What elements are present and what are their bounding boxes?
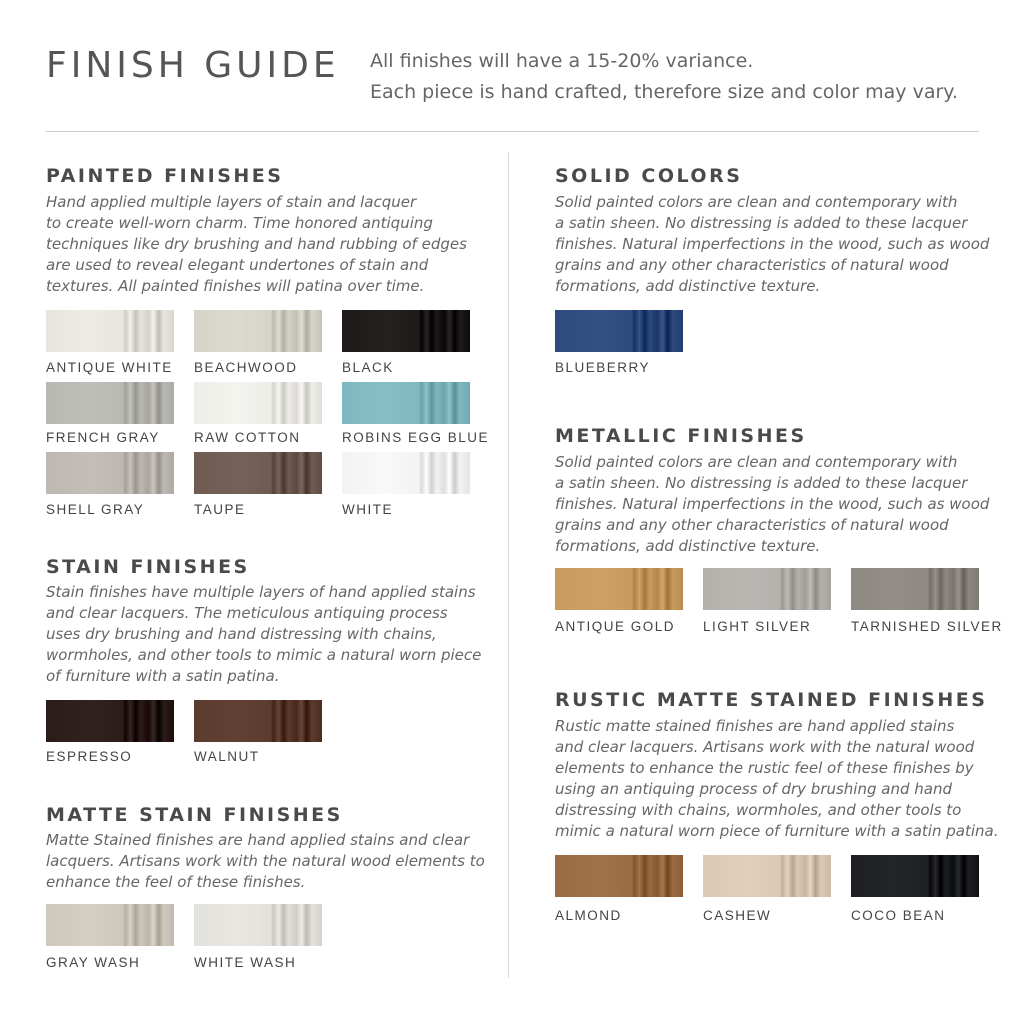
- swatch-label: ANTIQUE WHITE: [46, 360, 173, 375]
- section-description: Stain finishes have multiple layers of hand applied stains and clear lacquers. The meticulous antiquing process uses dry brushing and hand distressing with chains, wormholes, and other tools to mimic a natural worn piece of furniture with a satin patina.: [46, 583, 482, 685]
- swatch-label: BEACHWOOD: [194, 360, 298, 375]
- finish-swatch: [342, 452, 470, 494]
- swatch-label: ESPRESSO: [46, 749, 133, 764]
- finish-swatch: [555, 568, 683, 610]
- finish-swatch: [194, 452, 322, 494]
- section-description: Solid painted colors are clean and contemporary with a satin sheen. No distressing is added to these lacquer finishes. Natural imperfections in the wood, such as wood grains and any other characteristics of natural wood formations, add distinctive texture.: [555, 453, 990, 555]
- section-heading: SOLID COLORS: [555, 165, 743, 187]
- header-divider: [46, 131, 979, 132]
- subtitle-line-1: All finishes will have a 15-20% variance.: [370, 50, 754, 72]
- finish-swatch: [194, 700, 322, 742]
- page-title: FINISH GUIDE: [46, 45, 340, 86]
- swatch-label: RAW COTTON: [194, 430, 301, 445]
- swatch-label: ALMOND: [555, 908, 622, 923]
- swatch-label: TARNISHED SILVER: [851, 619, 1003, 634]
- section-heading: MATTE STAIN FINISHES: [46, 804, 343, 826]
- section-heading: PAINTED FINISHES: [46, 165, 284, 187]
- column-divider: [508, 152, 509, 978]
- finish-swatch: [342, 382, 470, 424]
- swatch-label: COCO BEAN: [851, 908, 946, 923]
- section-description: Matte Stained finishes are hand applied stains and clear lacquers. Artisans work with the natural wood elements to enhance the feel of these finishes.: [46, 831, 485, 891]
- finish-swatch: [851, 568, 979, 610]
- swatch-label: WHITE: [342, 502, 393, 517]
- swatch-label: BLUEBERRY: [555, 360, 651, 375]
- finish-swatch: [342, 310, 470, 352]
- swatch-label: WALNUT: [194, 749, 260, 764]
- swatch-label: LIGHT SILVER: [703, 619, 812, 634]
- swatch-label: SHELL GRAY: [46, 502, 145, 517]
- finish-swatch: [555, 855, 683, 897]
- finish-swatch: [46, 700, 174, 742]
- finish-swatch: [46, 382, 174, 424]
- subtitle: [370, 46, 958, 108]
- finish-swatch: [46, 904, 174, 946]
- finish-swatch: [46, 310, 174, 352]
- section-heading: METALLIC FINISHES: [555, 425, 807, 447]
- section-description: Solid painted colors are clean and contemporary with a satin sheen. No distressing is added to these lacquer finishes. Natural imperfections in the wood, such as wood grains and any other characteristics of natural wood formations, add distinctive texture.: [555, 193, 990, 295]
- swatch-label: BLACK: [342, 360, 394, 375]
- finish-swatch: [194, 382, 322, 424]
- swatch-label: CASHEW: [703, 908, 772, 923]
- swatch-label: TAUPE: [194, 502, 246, 517]
- swatch-label: ROBINS EGG BLUE: [342, 430, 490, 445]
- finish-swatch: [703, 568, 831, 610]
- finish-swatch: [46, 452, 174, 494]
- finish-swatch: [555, 310, 683, 352]
- section-description: Rustic matte stained finishes are hand applied stains and clear lacquers. Artisans work with the natural wood elements to enhance the rustic feel of these finishes by using an antiquing process of dry brushing and hand distressing with chains, wormholes, and other tools to mimic a natural worn piece of furniture with a satin patina.: [555, 717, 999, 840]
- finish-swatch: [851, 855, 979, 897]
- section-heading: RUSTIC MATTE STAINED FINISHES: [555, 689, 988, 711]
- swatch-label: FRENCH GRAY: [46, 430, 160, 445]
- swatch-label: ANTIQUE GOLD: [555, 619, 676, 634]
- subtitle-line-2: Each piece is hand crafted, therefore size and color may vary.: [370, 81, 958, 103]
- swatch-label: WHITE WASH: [194, 955, 297, 970]
- finish-swatch: [703, 855, 831, 897]
- finish-swatch: [194, 310, 322, 352]
- swatch-label: GRAY WASH: [46, 955, 141, 970]
- section-description: Hand applied multiple layers of stain and lacquer to create well-worn charm. Time honored antiquing techniques like dry brushing and hand rubbing of edges are used to reveal elegant undertones of stain and textures. All painted finishes will patina over time.: [46, 193, 467, 295]
- section-heading: STAIN FINISHES: [46, 556, 250, 578]
- finish-swatch: [194, 904, 322, 946]
